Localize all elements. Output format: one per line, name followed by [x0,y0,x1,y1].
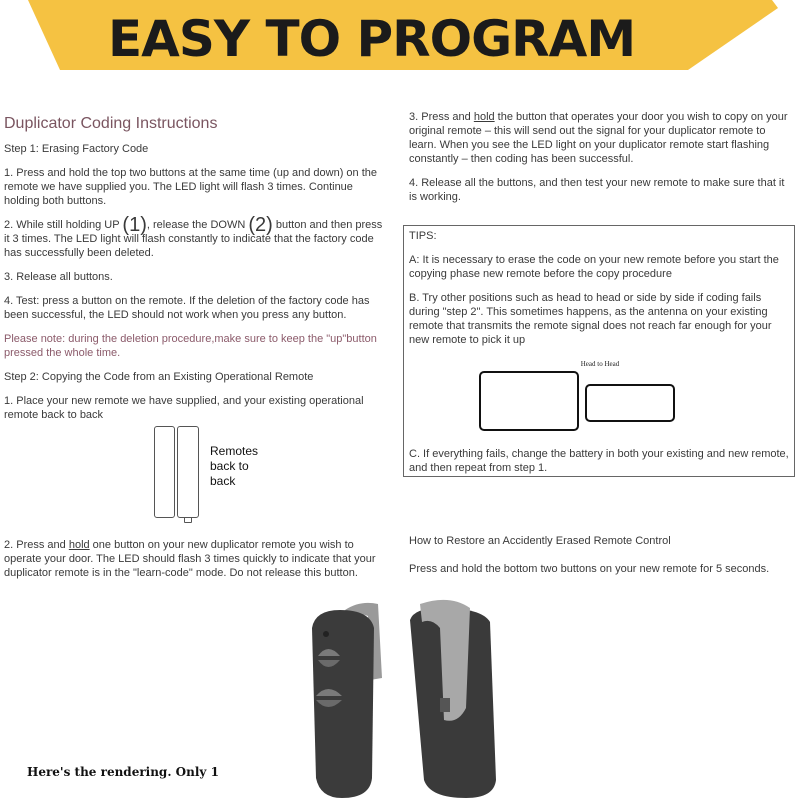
restore-section [409,534,794,576]
step1-paragraph-2 [4,214,390,260]
remote-illustration [290,598,520,800]
s2p2-hold: hold [68,539,90,551]
tips-title: TIPS: [409,230,437,242]
tips-box [403,225,795,477]
p2-part-c: button and then press it 3 times. The LED light will flash constantly to indicate that the factory code has successfully been deleted. [4,219,383,259]
tip-c: C. If everything fails, change the battery in both your existing and new remote, and then repeat from step 1. [409,448,789,474]
step2-paragraph-3 [409,110,794,166]
remote-photo [290,598,520,805]
p2-part-b: , release the DOWN [146,219,246,231]
instructions-heading: Duplicator Coding Instructions [4,115,218,132]
back-to-back-label: Remotes back to back [210,444,259,488]
remote-clip [184,517,192,523]
p3-part-b: the button that operates your door you wish to copy on your original remote – this will send out the signal for your duplicator remote to learn. When you see the LED light on your duplicator remote start flashing constantly – then coding has been successful. [409,111,788,165]
restore-text: Press and hold the bottom two buttons on your new remote for 5 seconds. [409,563,770,575]
deletion-note: Please note: during the deletion procedure,make sure to keep the "up"button pressed the whole time. [4,333,377,359]
back-to-back-figure [4,424,390,532]
remote-box-small [585,384,675,422]
s2p2-part-b: one button on your new duplicator remote you wish to operate your door. The LED should flash 3 times quickly to indicate that your duplicator remote is in the "learn-code" mode. Do not release this button. [4,539,376,579]
step1-paragraph-3: 3. Release all buttons. [4,271,113,283]
p3-hold: hold [473,111,495,123]
head-to-head-diagram [409,371,791,439]
rendering-caption: Here's the rendering. Only 1 [27,765,219,779]
tip-a: A: It is necessary to erase the code on your new remote before you start the copying phase new remote before the copy procedure [409,254,779,280]
remote-outline-left [154,426,175,518]
step2-title: Step 2: Copying the Code from an Existing Operational Remote [4,371,314,383]
remote-box-large [479,371,579,431]
tip-b: B. Try other positions such as head to head or side by side if coding fails during "step 2". This sometimes happens, as the antenna on your existing remote that transmits the remote signal does not reach far enough for your new remote to pick it up [409,292,772,346]
restore-title: How to Restore an Accidently Erased Remote Control [409,535,671,547]
step2-paragraph-1: 1. Place your new remote we have supplied, and your existing operational remote back to back [4,395,364,421]
left-column [4,114,390,580]
banner [0,0,800,78]
step1-paragraph-4: 4. Test: press a button on the remote. If the deletion of the factory code has been successful, the LED should not work when you press any button. [4,295,370,321]
button-number-1: (1) [122,214,147,236]
led-icon [323,631,329,637]
banner-title: EASY TO PROGRAM [108,10,636,68]
s2p2-part-a: 2. Press and [4,539,69,551]
step2-paragraph-2 [4,538,390,580]
step2-paragraph-4: 4. Release all the buttons, and then test your new remote to make sure that it is working. [409,177,785,203]
right-column [409,110,794,204]
button-number-2: (2) [248,214,273,236]
head-to-head-label: Head to Head [580,360,620,368]
step1-title: Step 1: Erasing Factory Code [4,143,149,155]
step1-paragraph-1: 1. Press and hold the top two buttons at the same time (up and down) on the remote we have supplied you. The LED light will flash 3 times. Continue holding both buttons. [4,167,378,207]
remote-outline-right [177,426,199,518]
p2-part-a: 2. While still holding UP [4,219,120,231]
p3-part-a: 3. Press and [409,111,474,123]
clip-screw-icon [440,698,450,712]
